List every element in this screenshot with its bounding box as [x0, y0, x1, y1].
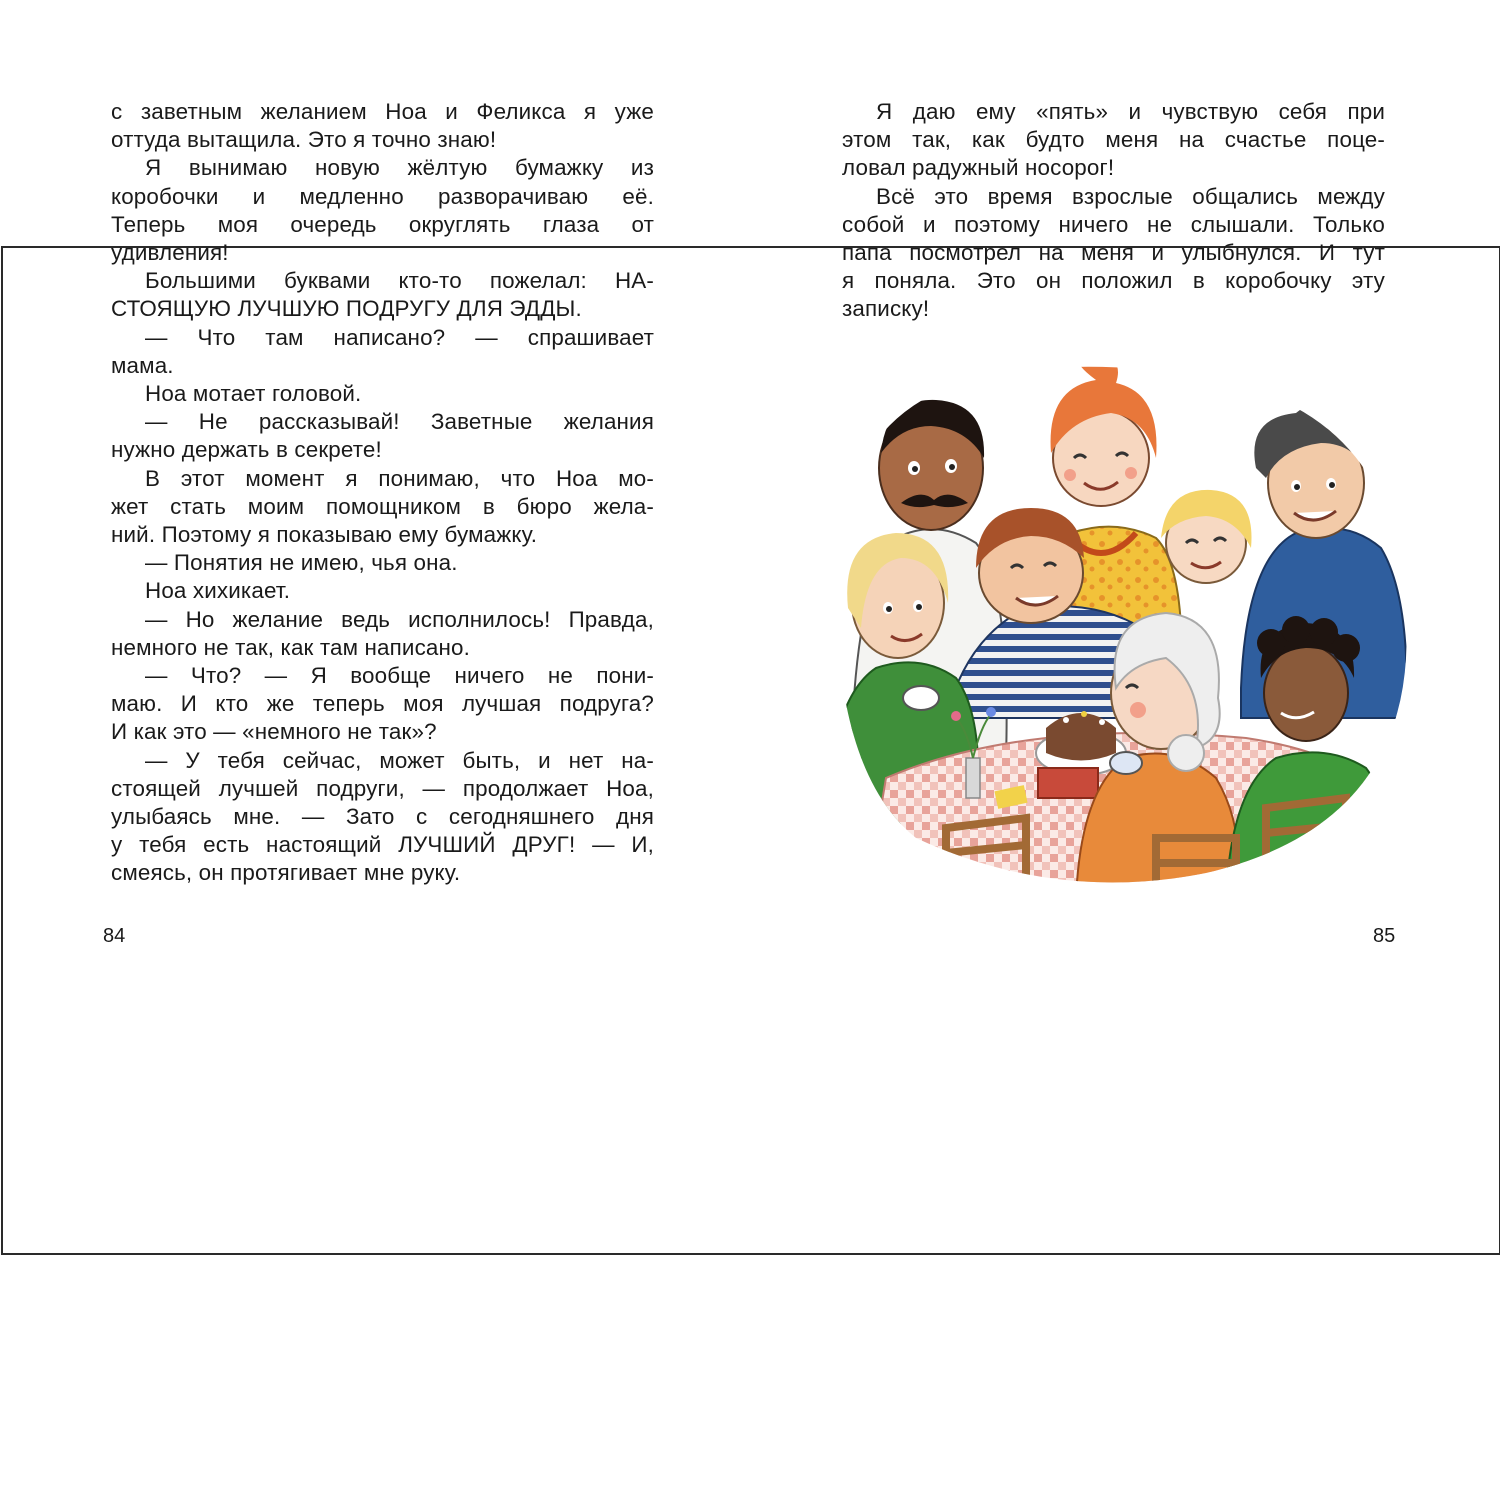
text-line: Всё это время взрослые общались между: [876, 183, 1385, 209]
text-line: стоящей лучшей подруги, — продолжает Ноа,: [111, 775, 654, 801]
text-line: СТОЯЩУЮ ЛУЧШУЮ ПОДРУГУ ДЛЯ ЭДДЫ.: [111, 296, 582, 322]
text-line: И как это — «немного не так»?: [111, 719, 437, 745]
text-line: Я даю ему «пять» и чувствую себя при: [876, 99, 1385, 124]
text-line: я поняла. Это он положил в коробочку эту: [842, 268, 1385, 294]
text-line: коробочки и медленно разворачиваю её.: [111, 183, 654, 209]
text-line: нужно держать в секрете!: [111, 437, 382, 463]
text-line: папа посмотрел на меня и улыбнулся. И тут: [842, 240, 1385, 266]
text-line: Теперь моя очередь округлять глаза от: [111, 211, 654, 237]
text-line: у тебя есть настоящий ЛУЧШИЙ ДРУГ! — И,: [111, 832, 654, 858]
page-number-left: 84: [103, 925, 126, 947]
page-number-right: 85: [1373, 925, 1396, 947]
text-line: смеясь, он протягивает мне руку.: [111, 860, 461, 886]
text-line: удивления!: [111, 240, 229, 266]
text-line: оттуда вытащила. Это я точно знаю!: [111, 127, 497, 153]
text-line: — Но желание ведь исполнилось! Правда,: [145, 606, 654, 632]
text-line: ловал радужный носорог!: [842, 155, 1115, 181]
text-line: жет стать моим помощником в бюро жела-: [111, 493, 654, 519]
family-table-illustration-icon: [826, 358, 1412, 888]
text-line: Я вынимаю новую жёлтую бумажку из: [145, 155, 654, 181]
text-line: — У тебя сейчас, может быть, и нет на-: [145, 747, 654, 773]
text-line: Большими буквами кто-то пожелал: НА-: [145, 268, 654, 294]
text-line: маю. И кто же теперь моя лучшая подруга?: [111, 691, 654, 717]
text-line: Ноа хихикает.: [145, 578, 291, 604]
text-line: мама.: [111, 352, 174, 378]
text-line: Ноа мотает головой.: [145, 381, 362, 407]
text-line: — Что там написано? — спрашивает: [145, 324, 654, 350]
text-line: В этот момент я понимаю, что Ноа мо-: [145, 465, 654, 491]
text-line: немного не так, как там написано.: [111, 634, 471, 660]
text-line: с заветным желанием Ноа и Феликса я уже: [111, 99, 654, 124]
text-line: этом так, как будто меня на счастье поце-: [842, 127, 1385, 153]
left-page: [111, 98, 654, 888]
text-line: — Что? — Я вообще ничего не пони-: [145, 663, 654, 689]
text-line: — Не рассказывай! Заветные желания: [145, 409, 654, 435]
right-page: [842, 98, 1385, 324]
text-line: собой и поэтому ничего не слышали. Только: [842, 211, 1385, 237]
text-line: ний. Поэтому я показываю ему бумажку.: [111, 522, 538, 548]
text-line: улыбаясь мне. — Зато с сегодняшнего дня: [111, 804, 654, 830]
text-line: записку!: [842, 296, 930, 322]
text-line: — Понятия не имею, чья она.: [145, 550, 458, 576]
